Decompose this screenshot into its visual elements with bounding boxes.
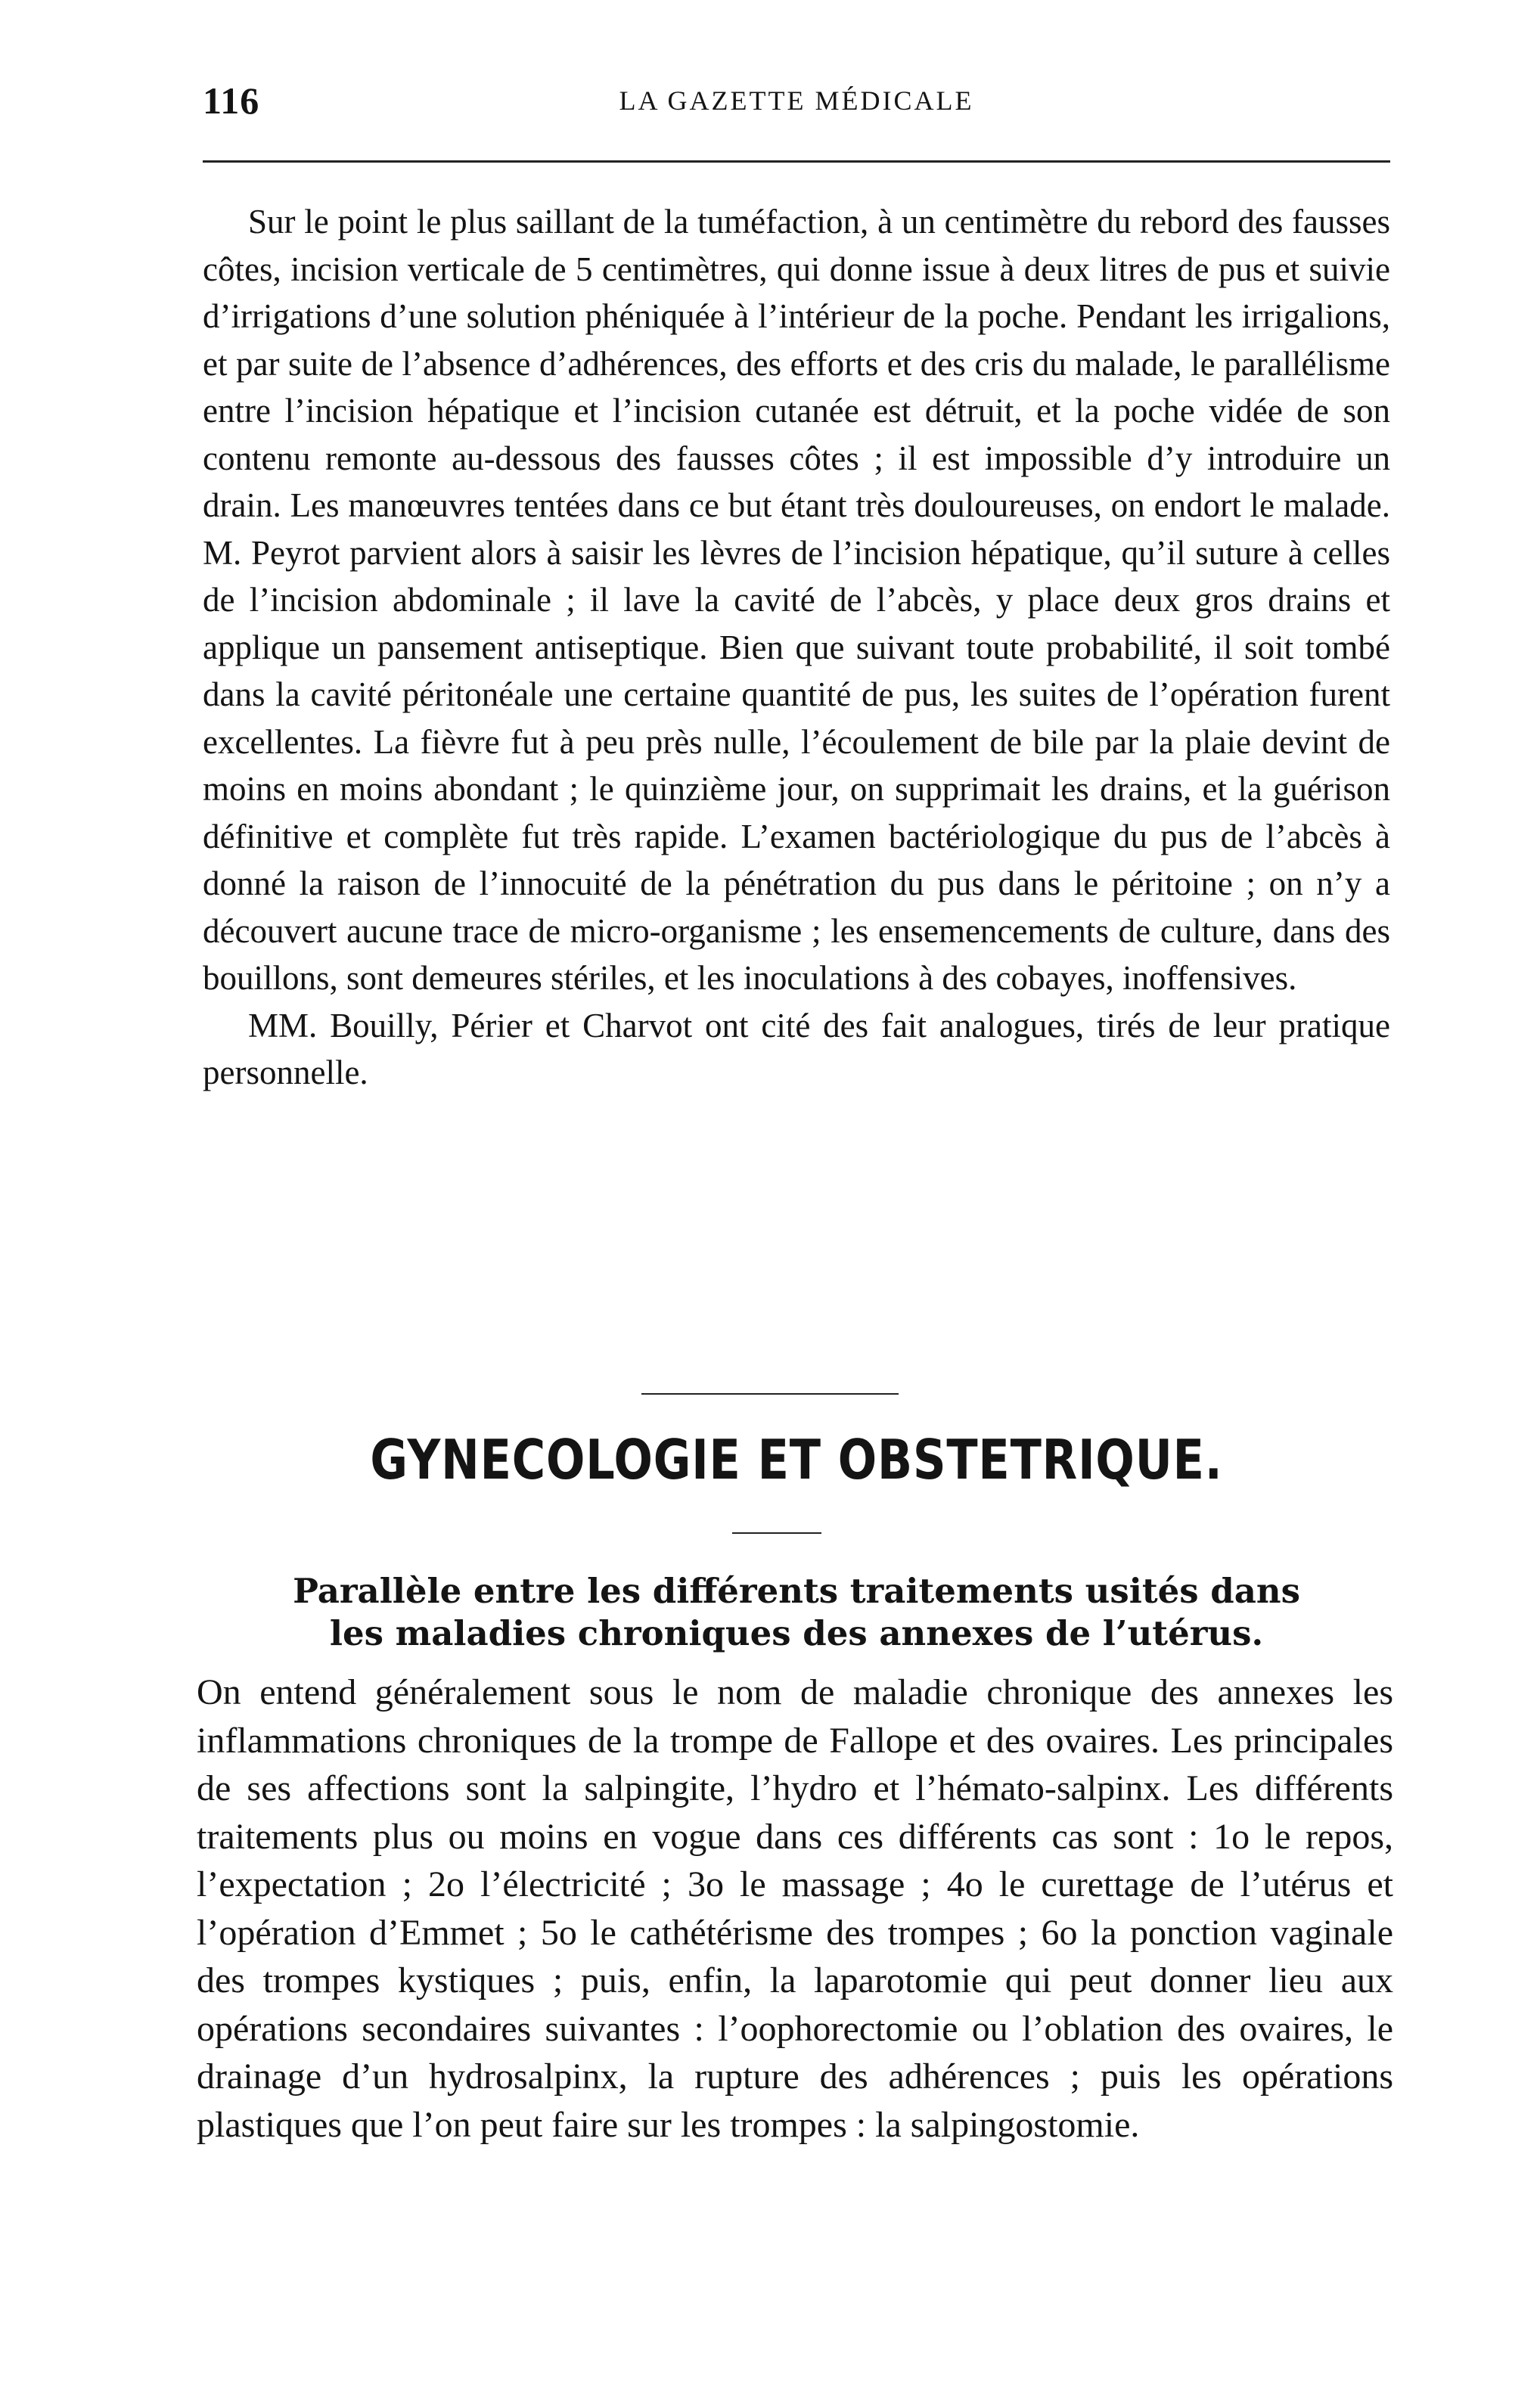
section-heading: GYNECOLOGIE ET OBSTETRIQUE. [370, 1428, 1223, 1491]
page-number: 116 [203, 79, 260, 122]
article-title [198, 1570, 1395, 1655]
body-paragraph-1: Sur le point le plus saillant de la tuméfaction, à un centimètre du rebord des fausses côtes, incision verticale de 5 centimètres, qui donne issue à deux litres de pus et suivie d’irrigations d’une solution phéniquée à l’intérieur de la poche. Pendant les irrigalions, et par suite de l’absence d’adhérences, des efforts et des cris du malade, le parallélisme entre l’incision hépatique et l’incision cutanée est détruit, et la poche vidée de son contenu remonte au-dessous des fausses côtes ; il est impossible d’y introduire un drain. Les manœuvres tentées dans ce but étant très douloureuses, on endort le malade. M. Peyrot parvient alors à saisir les lèvres de l’incision hépatique, qu’il suture à celles de l’incision abdominale ; il lave la cavité de l’abcès, y place deux gros drains et applique un pansement antiseptique. Bien que suivant toute probabilité, il soit tombé dans la cavité péritonéale une certaine quantité de pus, les suites de l’opération furent excellentes. La fièvre fut à peu près nulle, l’écoulement de bile par la plaie devint de moins en moins abondant ; le quinzième jour, on supprimait les drains, et la guérison définitive et complète fut très rapide. L’examen bactériologique du pus de l’abcès à donné la raison de l’innocuité de la pénétration du pus dans le péritoine ; on n’y a découvert aucune trace de micro-organisme ; les ensemencements de culture, dans des bouillons, sont demeures stériles, et les inoculations à des cobayes, inoffensives. [203, 203, 1390, 997]
body-paragraph-2: MM. Bouilly, Périer et Charvot ont cité des fait analogues, tirés de leur pratique personnelle. [203, 1006, 1390, 1091]
page-header [203, 70, 1390, 130]
section-divider-top [641, 1393, 899, 1395]
continued-article-text [203, 198, 1390, 1097]
article-paragraph: On entend généralement sous le nom de maladie chronique des annexes les inflammations chroniques de la trompe de Fallope et des ovaires. Les principales de ses affections sont la salpingite, l’hydro et l’hémato-salpinx. Les différents traitements plus ou moins en vogue dans ces différents cas sont : 1o le repos, l’expectation ; 2o l’électricité ; 3o le massage ; 4o le curettage de l’utérus et l’opération d’Emmet ; 5o le cathétérisme des trompes ; 6o la ponction vaginale des trompes kystiques ; puis, enfin, la laparotomie qui peut donner lieu aux opérations secondaires suivantes : l’oophorectomie ou l’oblation des ovaires, le drainage d’un hydrosalpinx, la rupture des adhérences ; puis les opérations plastiques que l’on peut faire sur les trompes : la salpingostomie. [197, 1672, 1393, 2145]
section-divider-bottom [732, 1532, 821, 1534]
article-title-line-1: Parallèle entre les différents traitements usités dans [293, 1571, 1300, 1611]
header-divider [203, 160, 1390, 163]
article-title-line-2: les maladies chroniques des annexes de l’utérus. [329, 1613, 1264, 1653]
running-title: LA GAZETTE MÉDICALE [619, 85, 974, 116]
article-body [197, 1668, 1393, 2149]
